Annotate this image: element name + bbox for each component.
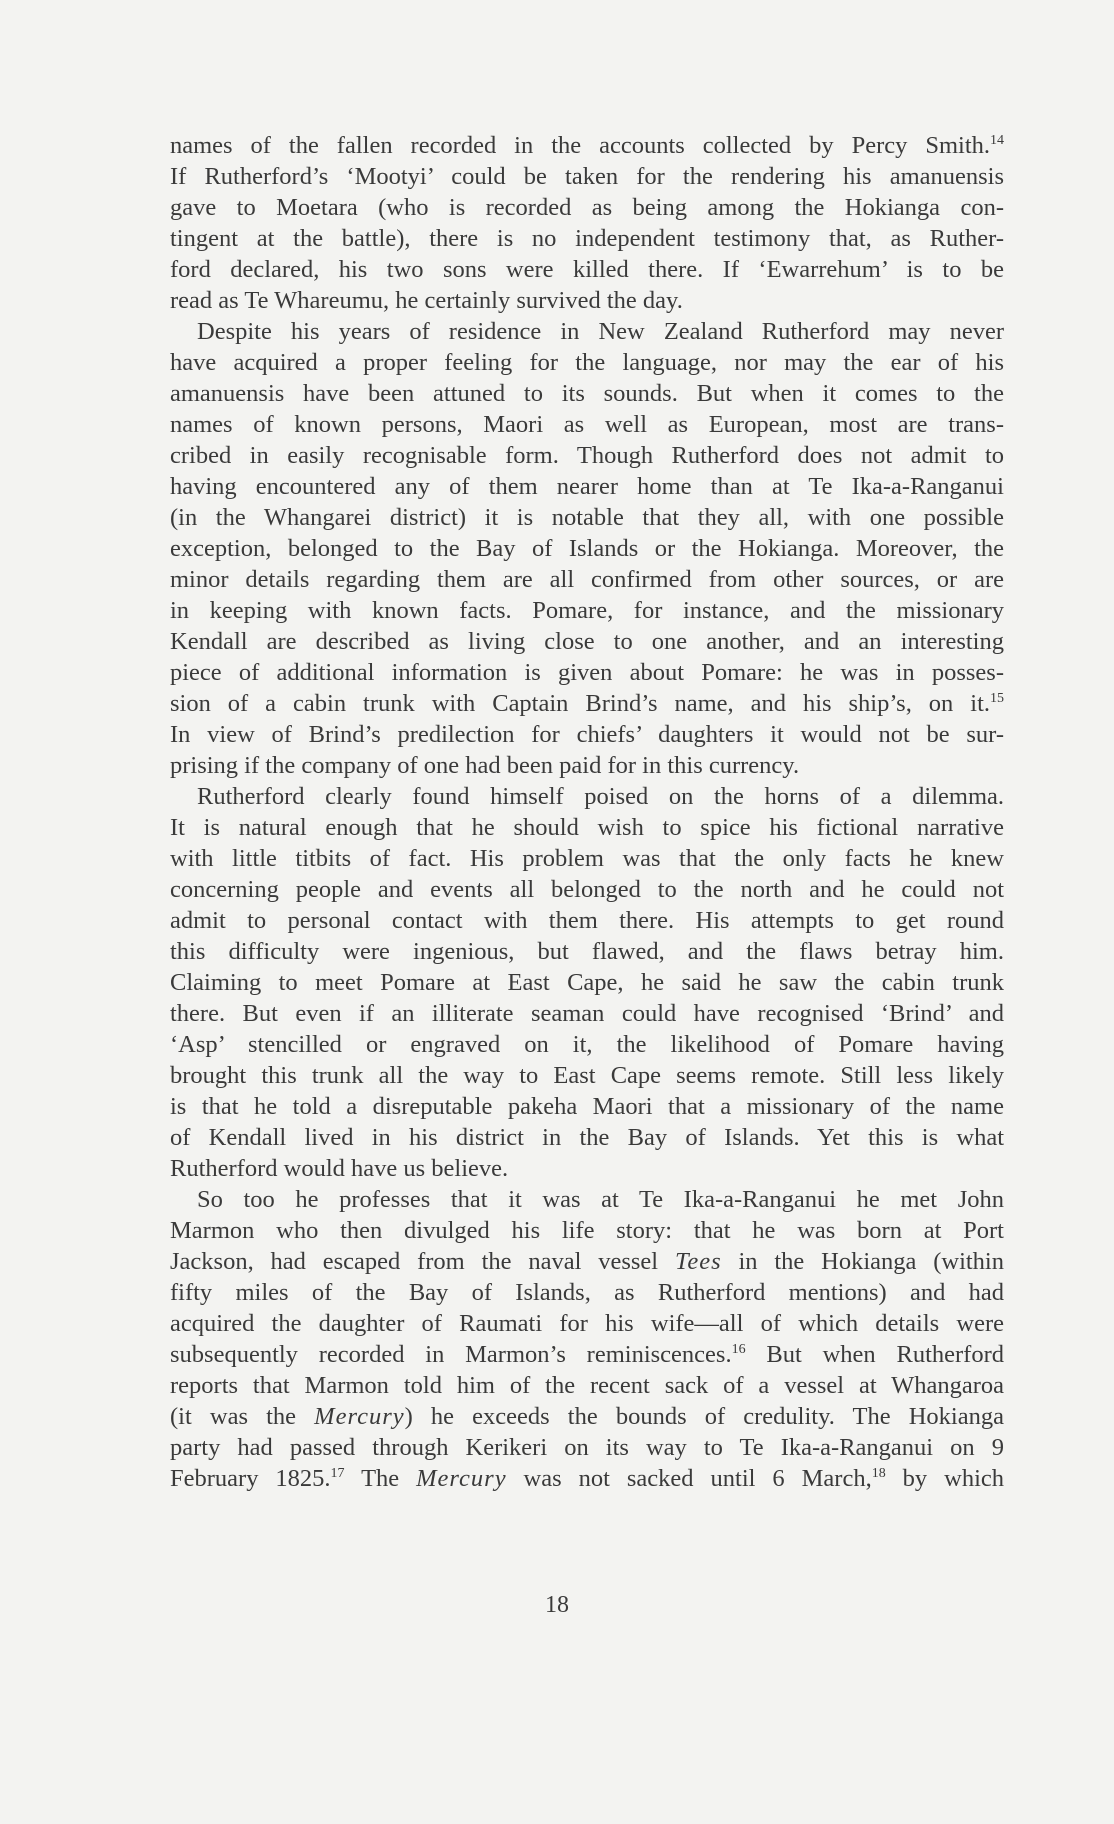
text-line: minor details regarding them are all confirmed from other sources, or are — [170, 566, 1004, 593]
text-line: having encountered any of them nearer home than at Te Ika-a-Ranganui — [170, 473, 1004, 500]
footnote-ref: 18 — [871, 1466, 886, 1481]
italic-ship-name: Mercury — [314, 1403, 405, 1430]
text-line: have acquired a proper feeling for the language, nor may the ear of his — [170, 349, 1004, 376]
text-line: amanuensis have been attuned to its sounds. But when it comes to the — [170, 380, 1004, 407]
text-line: admit to personal contact with them there. His attempts to get round — [170, 907, 1004, 934]
text-line: exception, belonged to the Bay of Islands or the Hokianga. Moreover, the — [170, 535, 1004, 562]
text-line: names of known persons, Maori as well as European, most are trans- — [170, 411, 1004, 438]
text-line: So too he professes that it was at Te Ika-a-Ranganui he met John — [197, 1186, 1004, 1213]
text-line: tingent at the battle), there is no independent testimony that, as Ruther- — [170, 225, 1004, 252]
text-line: brought this trunk all the way to East Cape seems remote. Still less likely — [170, 1062, 1004, 1089]
footnote-ref: 14 — [990, 133, 1004, 148]
text-line: gave to Moetara (who is recorded as being among the Hokianga con- — [170, 194, 1004, 221]
text-line: acquired the daughter of Raumati for his wife—all of which details were — [170, 1310, 1004, 1337]
text-line: with little titbits of fact. His problem was that the only facts he knew — [170, 845, 1004, 872]
text-line: (it was the Mercury) he exceeds the bounds of credulity. The Hokianga — [170, 1403, 1004, 1430]
text-line: sion of a cabin trunk with Captain Brind’s name, and his ship’s, on it.$^{15}$ — [170, 690, 1004, 717]
text-line: cribed in easily recognisable form. Though Rutherford does not admit to — [170, 442, 1004, 469]
paragraph — [170, 130, 1004, 316]
paragraph — [170, 316, 1004, 781]
text-line: there. But even if an illiterate seaman could have recognised ‘Brind’ and — [170, 1000, 1004, 1027]
text-line: read as Te Whareumu, he certainly survived the day. — [170, 287, 683, 314]
text-line: Rutherford would have us believe. — [170, 1155, 509, 1182]
text-line: reports that Marmon told him of the recent sack of a vessel at Whangaroa — [170, 1372, 1004, 1399]
paragraph — [170, 781, 1004, 1184]
text-line: names of the fallen recorded in the accounts collected by Percy Smith.$^{14}$ — [170, 132, 1004, 159]
footnote-ref: 15 — [990, 691, 1004, 706]
paragraph — [170, 1184, 1004, 1494]
text-line: Despite his years of residence in New Zealand Rutherford may never — [197, 318, 1004, 345]
text-line: (in the Whangarei district) it is notable that they all, with one possible — [170, 504, 1004, 531]
footnote-ref: 16 — [731, 1342, 746, 1357]
footnote-ref: 17 — [330, 1466, 345, 1481]
text-line: fifty miles of the Bay of Islands, as Rutherford mentions) and had — [170, 1279, 1004, 1306]
page-body — [170, 130, 1004, 1494]
text-line: this difficulty were ingenious, but flawed, and the flaws betray him. — [170, 938, 1004, 965]
text-line: concerning people and events all belonged to the north and he could not — [170, 876, 1004, 903]
text-line: subsequently recorded in Marmon’s reminiscences.$^{16}$ But when Rutherford — [170, 1341, 1004, 1368]
text-line: in keeping with known facts. Pomare, for instance, and the missionary — [170, 597, 1004, 624]
page-number: 18 — [545, 1592, 569, 1618]
text-line: party had passed through Kerikeri on its way to Te Ika-a-Ranganui on 9 — [170, 1434, 1004, 1461]
text-line: of Kendall lived in his district in the Bay of Islands. Yet this is what — [170, 1124, 1004, 1151]
text-line: If Rutherford’s ‘Mootyi’ could be taken for the rendering his amanuensis — [170, 163, 1004, 190]
text-line: Kendall are described as living close to one another, and an interesting — [170, 628, 1004, 655]
text-line: Claiming to meet Pomare at East Cape, he said he saw the cabin trunk — [170, 969, 1004, 996]
italic-ship-name: Mercury — [416, 1465, 507, 1492]
text-line: Marmon who then divulged his life story: that he was born at Port — [170, 1217, 1004, 1244]
italic-ship-name: Tees — [674, 1248, 722, 1275]
text-line: February 1825.17 The Mercury was not sacked until 6 March,$^{18}$ by which — [170, 1465, 1005, 1492]
text-line: is that he told a disreputable pakeha Maori that a missionary of the name — [170, 1093, 1004, 1120]
text-line: Rutherford clearly found himself poised on the horns of a dilemma. — [197, 783, 1004, 810]
text-line: In view of Brind’s predilection for chiefs’ daughters it would not be sur- — [170, 721, 1004, 748]
text-line: ‘Asp’ stencilled or engraved on it, the likelihood of Pomare having — [170, 1031, 1004, 1058]
text-line: It is natural enough that he should wish to spice his fictional narrative — [170, 814, 1004, 841]
text-line: piece of additional information is given about Pomare: he was in posses- — [170, 659, 1004, 686]
text-line: Jackson, had escaped from the naval vessel Tees in the Hokianga (within — [170, 1248, 1004, 1275]
text-line: ford declared, his two sons were killed there. If ‘Ewarrehum’ is to be — [170, 256, 1004, 283]
text-line: prising if the company of one had been paid for in this currency. — [170, 752, 800, 779]
